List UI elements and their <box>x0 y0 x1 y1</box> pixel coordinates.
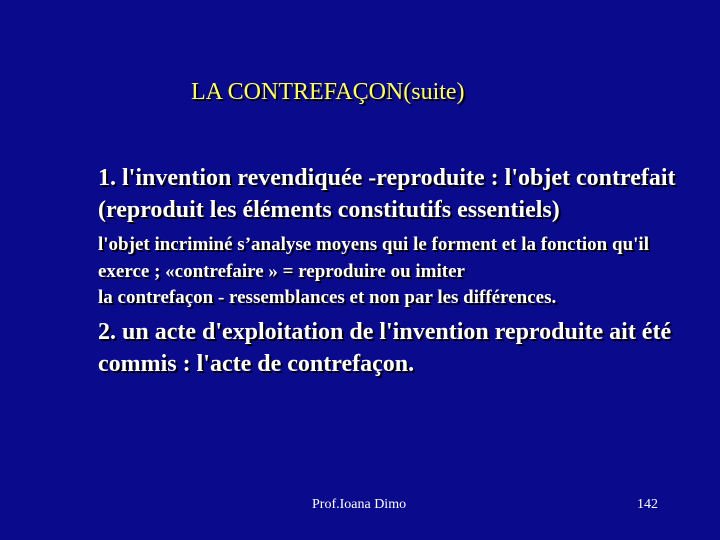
paragraph-object-analysis <box>98 232 698 312</box>
page-number: 142 <box>637 497 658 512</box>
slide-title: LA CONTREFAÇON(suite) <box>191 79 465 105</box>
slide-body <box>98 162 698 380</box>
paragraph-invention-claimed: 1. l'invention revendiquée -reproduite : l'objet contrefait (reproduit les éléments constitutifs essentiels) <box>98 165 676 223</box>
footer-author: Prof.Ioana Dimo <box>312 497 407 512</box>
paragraph-exploitation-act: 2. un acte d'exploitation de l'invention reproduite ait été commis : l'acte de contrefaçon. <box>98 318 672 377</box>
resemblance-text: la contrefaçon - ressemblances et non par les différences. <box>98 287 557 308</box>
analysis-text: l'objet incriminé s’analyse moyens qui le forment et la fonction qu'il exerce ; «contrefaire » = reproduire ou imiter <box>98 234 649 282</box>
